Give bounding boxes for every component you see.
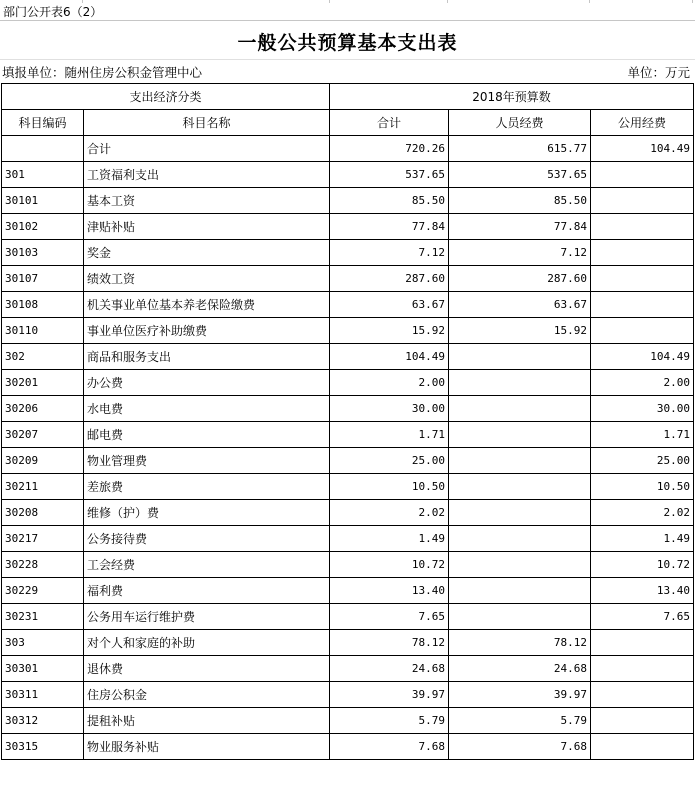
total-cell: 63.67 [330, 292, 449, 318]
public-cell [591, 266, 694, 292]
code-cell: 30108 [2, 292, 84, 318]
code-cell: 30208 [2, 500, 84, 526]
personnel-cell [449, 370, 591, 396]
header-row-group [2, 84, 694, 110]
code-cell: 30207 [2, 422, 84, 448]
table-row [2, 422, 694, 448]
total-cell: 104.49 [330, 344, 449, 370]
code-cell: 30229 [2, 578, 84, 604]
name-cell: 机关事业单位基本养老保险缴费 [84, 292, 330, 318]
header-row-columns [2, 110, 694, 136]
page-title: 一般公共预算基本支出表 [237, 32, 458, 54]
public-cell: 7.65 [591, 604, 694, 630]
table-row [2, 162, 694, 188]
total-cell: 39.97 [330, 682, 449, 708]
personnel-cell: 537.65 [449, 162, 591, 188]
table-row [2, 630, 694, 656]
name-cell: 事业单位医疗补助缴费 [84, 318, 330, 344]
code-cell: 30206 [2, 396, 84, 422]
code-cell: 30110 [2, 318, 84, 344]
name-cell: 对个人和家庭的补助 [84, 630, 330, 656]
personnel-cell [449, 552, 591, 578]
name-cell: 邮电费 [84, 422, 330, 448]
personnel-cell: 63.67 [449, 292, 591, 318]
code-cell: 30103 [2, 240, 84, 266]
public-cell [591, 708, 694, 734]
header-budget-2018: 2018年预算数 [330, 84, 694, 110]
total-cell: 10.50 [330, 474, 449, 500]
public-cell [591, 162, 694, 188]
total-cell: 77.84 [330, 214, 449, 240]
total-cell: 85.50 [330, 188, 449, 214]
budget-table [1, 83, 694, 760]
name-cell: 物业管理费 [84, 448, 330, 474]
table-row [2, 708, 694, 734]
public-cell [591, 682, 694, 708]
public-cell: 2.00 [591, 370, 694, 396]
public-cell [591, 240, 694, 266]
personnel-cell [449, 448, 591, 474]
personnel-cell: 39.97 [449, 682, 591, 708]
public-cell [591, 292, 694, 318]
top-gridlines [0, 0, 695, 3]
personnel-cell: 287.60 [449, 266, 591, 292]
name-cell: 工资福利支出 [84, 162, 330, 188]
personnel-cell [449, 396, 591, 422]
code-cell: 30231 [2, 604, 84, 630]
personnel-cell [449, 604, 591, 630]
table-row [2, 734, 694, 760]
code-cell [2, 136, 84, 162]
name-cell: 工会经费 [84, 552, 330, 578]
table-row [2, 240, 694, 266]
title-row [0, 20, 695, 60]
currency-unit: 单位：万元 [627, 65, 690, 80]
personnel-cell: 77.84 [449, 214, 591, 240]
public-cell: 10.50 [591, 474, 694, 500]
total-cell: 537.65 [330, 162, 449, 188]
unit-row [0, 59, 695, 83]
code-cell: 302 [2, 344, 84, 370]
name-cell: 绩效工资 [84, 266, 330, 292]
table-row [2, 396, 694, 422]
table-row [2, 292, 694, 318]
table-row [2, 526, 694, 552]
name-cell: 津贴补贴 [84, 214, 330, 240]
total-cell: 25.00 [330, 448, 449, 474]
public-cell: 10.72 [591, 552, 694, 578]
name-cell: 住房公积金 [84, 682, 330, 708]
header-public: 公用经费 [591, 110, 694, 136]
table-row [2, 370, 694, 396]
code-cell: 30102 [2, 214, 84, 240]
name-cell: 公务用车运行维护费 [84, 604, 330, 630]
code-cell: 30217 [2, 526, 84, 552]
name-cell: 退休费 [84, 656, 330, 682]
public-cell: 25.00 [591, 448, 694, 474]
name-cell: 维修（护）费 [84, 500, 330, 526]
code-cell: 30107 [2, 266, 84, 292]
table-row [2, 136, 694, 162]
header-personnel: 人员经费 [449, 110, 591, 136]
reporting-unit: 填报单位：随州住房公积金管理中心 [2, 65, 203, 80]
total-cell: 7.12 [330, 240, 449, 266]
total-cell: 10.72 [330, 552, 449, 578]
code-cell: 30211 [2, 474, 84, 500]
table-row [2, 656, 694, 682]
code-cell: 30311 [2, 682, 84, 708]
total-cell: 30.00 [330, 396, 449, 422]
sheet-label: 部门公开表6（2） [3, 5, 103, 19]
public-cell [591, 630, 694, 656]
total-cell: 24.68 [330, 656, 449, 682]
personnel-cell [449, 474, 591, 500]
table-row [2, 474, 694, 500]
name-cell: 奖金 [84, 240, 330, 266]
public-cell: 104.49 [591, 344, 694, 370]
table-row [2, 552, 694, 578]
table-row [2, 266, 694, 292]
table-row [2, 578, 694, 604]
public-cell [591, 734, 694, 760]
personnel-cell [449, 422, 591, 448]
name-cell: 水电费 [84, 396, 330, 422]
total-cell: 78.12 [330, 630, 449, 656]
total-cell: 7.65 [330, 604, 449, 630]
personnel-cell: 615.77 [449, 136, 591, 162]
table-row [2, 682, 694, 708]
total-cell: 15.92 [330, 318, 449, 344]
personnel-cell: 78.12 [449, 630, 591, 656]
public-cell: 30.00 [591, 396, 694, 422]
header-name: 科目名称 [84, 110, 330, 136]
table-row [2, 604, 694, 630]
name-cell: 提租补贴 [84, 708, 330, 734]
code-cell: 30201 [2, 370, 84, 396]
total-cell: 7.68 [330, 734, 449, 760]
name-cell: 差旅费 [84, 474, 330, 500]
personnel-cell: 7.68 [449, 734, 591, 760]
header-economic-class: 支出经济分类 [2, 84, 330, 110]
code-cell: 30315 [2, 734, 84, 760]
public-cell: 104.49 [591, 136, 694, 162]
total-cell: 287.60 [330, 266, 449, 292]
public-cell: 1.49 [591, 526, 694, 552]
total-cell: 13.40 [330, 578, 449, 604]
name-cell: 福利费 [84, 578, 330, 604]
total-cell: 720.26 [330, 136, 449, 162]
name-cell: 公务接待费 [84, 526, 330, 552]
personnel-cell [449, 526, 591, 552]
public-cell [591, 318, 694, 344]
code-cell: 30312 [2, 708, 84, 734]
table-row [2, 500, 694, 526]
public-cell: 2.02 [591, 500, 694, 526]
personnel-cell: 15.92 [449, 318, 591, 344]
personnel-cell: 85.50 [449, 188, 591, 214]
personnel-cell [449, 578, 591, 604]
code-cell: 30209 [2, 448, 84, 474]
public-cell: 13.40 [591, 578, 694, 604]
personnel-cell: 5.79 [449, 708, 591, 734]
code-cell: 301 [2, 162, 84, 188]
table-row [2, 344, 694, 370]
personnel-cell [449, 500, 591, 526]
personnel-cell: 7.12 [449, 240, 591, 266]
code-cell: 303 [2, 630, 84, 656]
total-cell: 2.00 [330, 370, 449, 396]
personnel-cell: 24.68 [449, 656, 591, 682]
name-cell: 物业服务补贴 [84, 734, 330, 760]
personnel-cell [449, 344, 591, 370]
header-code: 科目编码 [2, 110, 84, 136]
code-cell: 30228 [2, 552, 84, 578]
name-cell: 办公费 [84, 370, 330, 396]
table-row [2, 448, 694, 474]
table-row [2, 188, 694, 214]
public-cell [591, 656, 694, 682]
header-total: 合计 [330, 110, 449, 136]
name-cell: 合计 [84, 136, 330, 162]
total-cell: 1.49 [330, 526, 449, 552]
name-cell: 商品和服务支出 [84, 344, 330, 370]
total-cell: 5.79 [330, 708, 449, 734]
name-cell: 基本工资 [84, 188, 330, 214]
public-cell: 1.71 [591, 422, 694, 448]
table-row [2, 214, 694, 240]
total-cell: 1.71 [330, 422, 449, 448]
code-cell: 30301 [2, 656, 84, 682]
code-cell: 30101 [2, 188, 84, 214]
total-cell: 2.02 [330, 500, 449, 526]
public-cell [591, 214, 694, 240]
public-cell [591, 188, 694, 214]
table-row [2, 318, 694, 344]
